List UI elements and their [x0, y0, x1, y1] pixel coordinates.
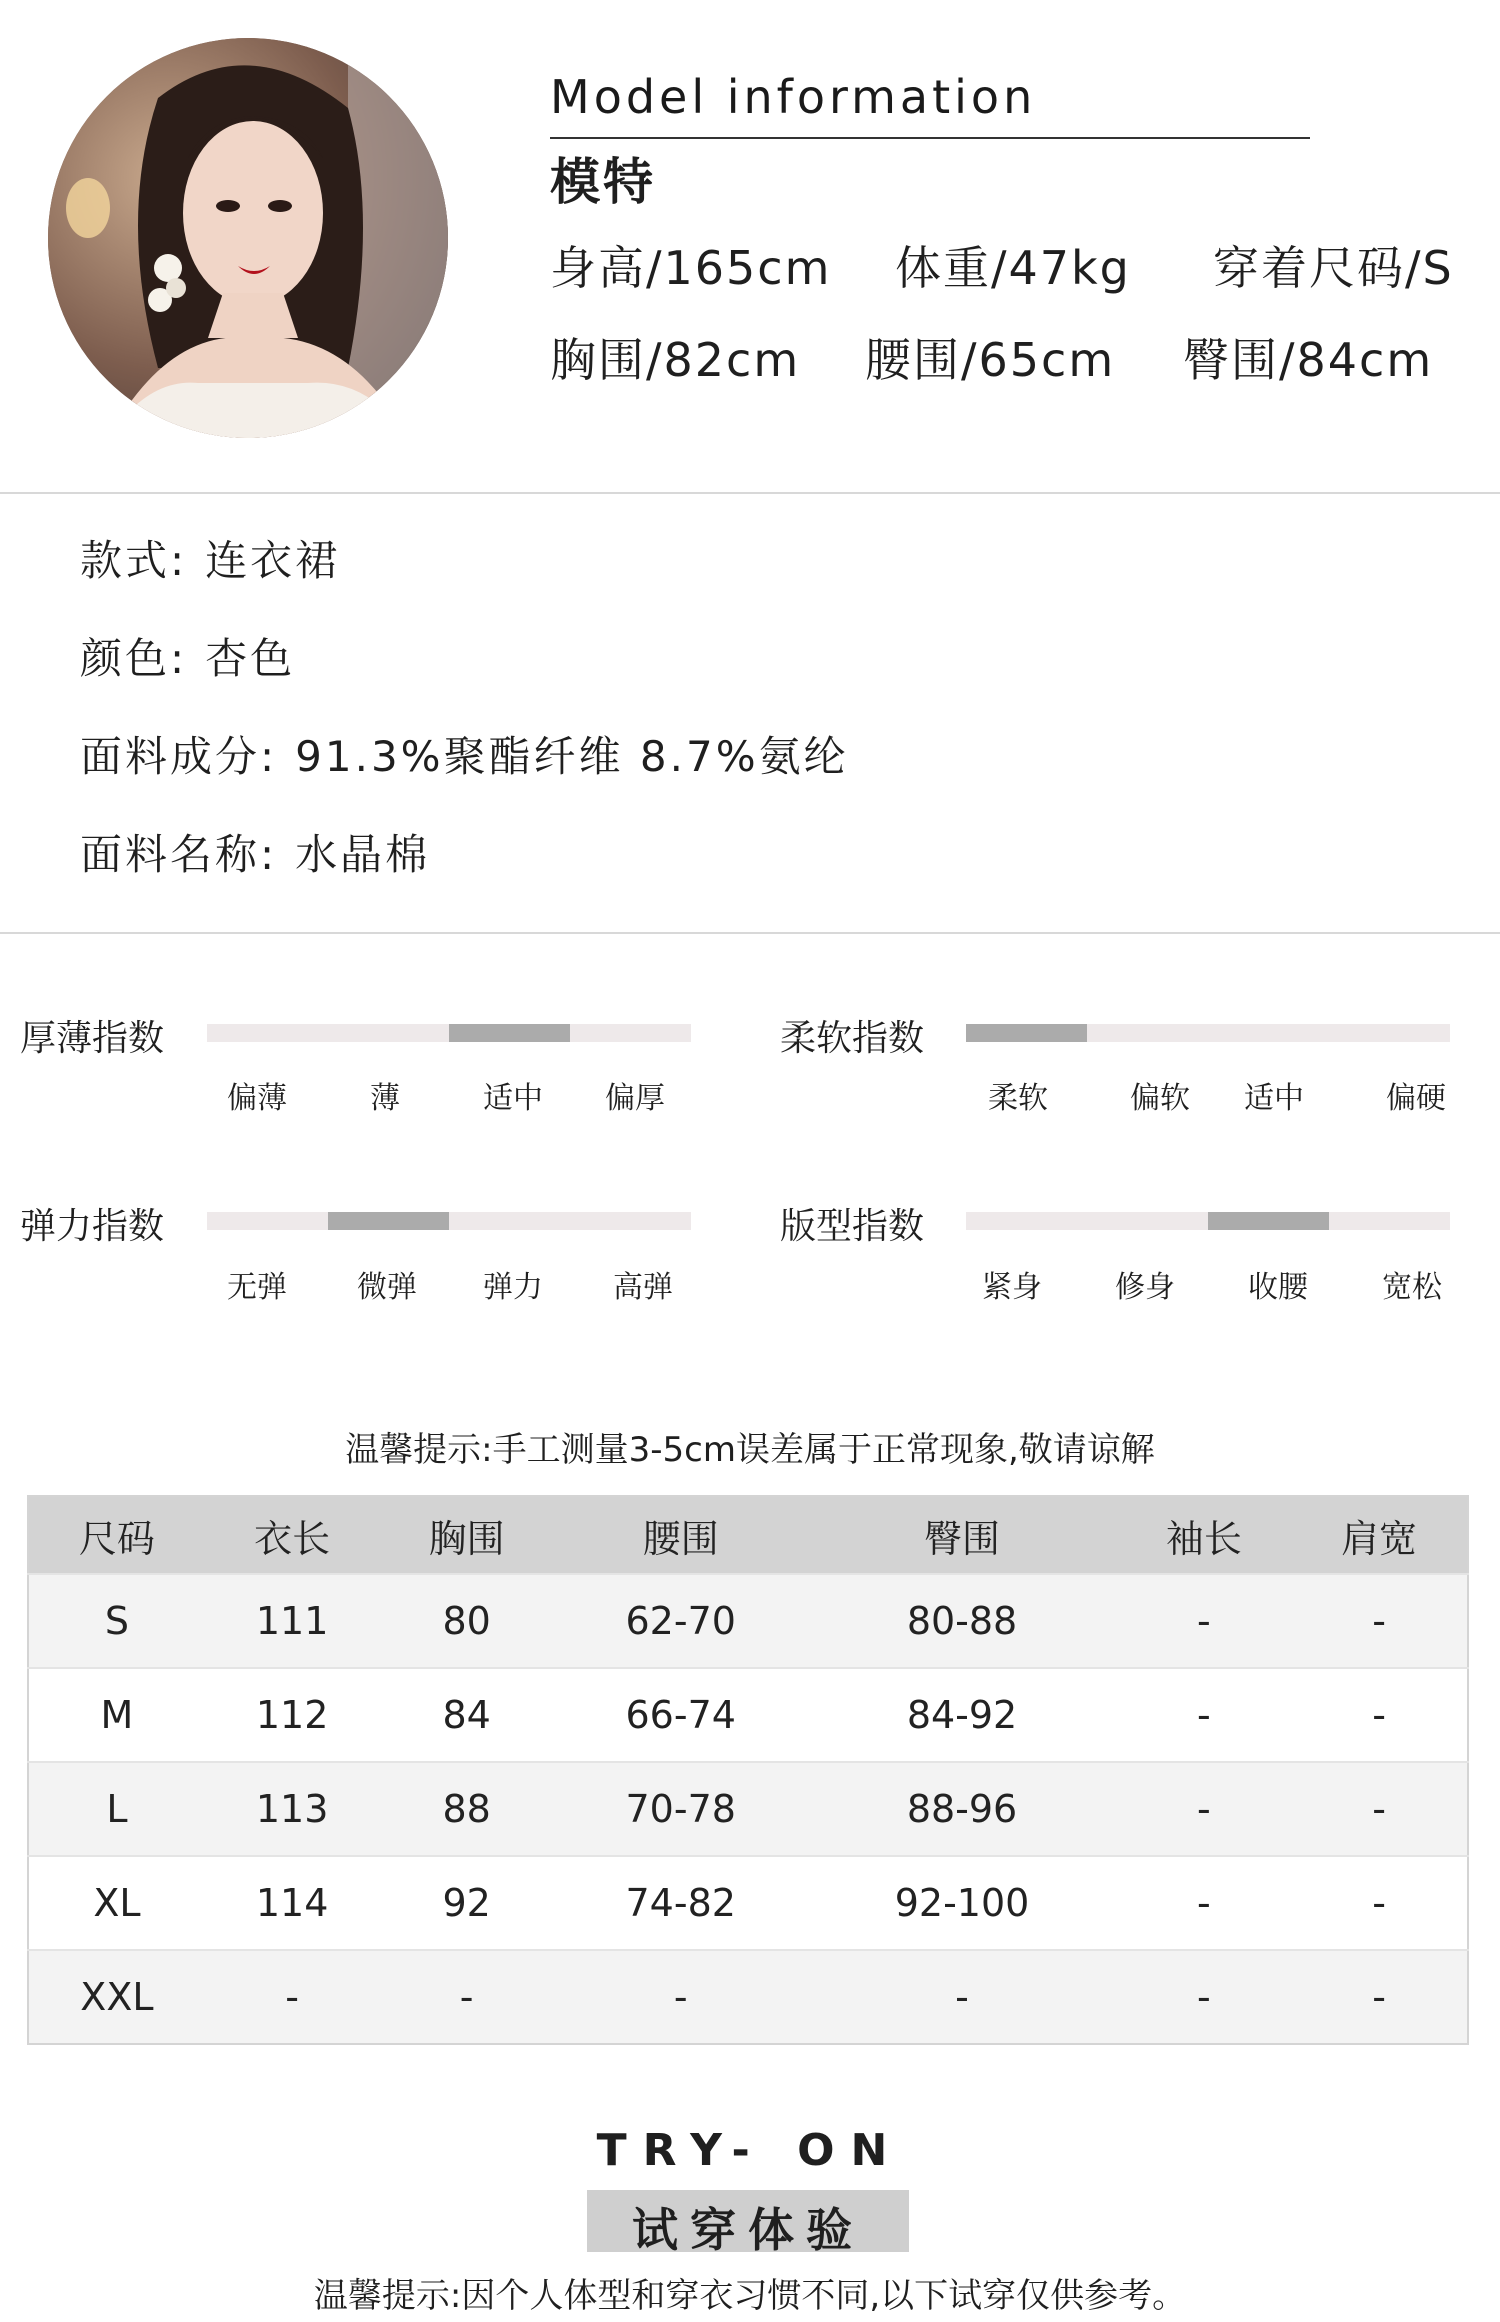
model-weight: 体重/47kg [895, 241, 1131, 295]
table-cell: 62-70 [554, 1574, 808, 1668]
table-cell: 80-88 [807, 1574, 1116, 1668]
color-value: 杏色 [205, 634, 296, 683]
table-cell: - [1291, 1856, 1468, 1950]
product-color [80, 626, 295, 686]
elasticity-tick: 微弹 [357, 1270, 417, 1305]
table-row [28, 1762, 1468, 1856]
table-cell: S [28, 1574, 205, 1668]
elasticity-tick: 弹力 [483, 1270, 543, 1305]
measurement-tip: 温馨提示:手工测量3-5cm误差属于正常现象,敬请谅解 [345, 1430, 1155, 1470]
product-material [80, 724, 849, 784]
softness-index-fill [966, 1024, 1087, 1042]
table-row [28, 1668, 1468, 1762]
thickness-index-label: 厚薄指数 [20, 1018, 165, 1059]
fit-tick: 收腰 [1248, 1270, 1308, 1305]
table-header-cell: 衣长 [205, 1496, 380, 1574]
divider [0, 492, 1500, 494]
model-hip: 臀围/84cm [1183, 333, 1434, 387]
thickness-index-bar [207, 1024, 691, 1042]
product-fabric [80, 822, 430, 882]
table-row [28, 1950, 1468, 2044]
tryon-tip: 温馨提示:因个人体型和穿衣习惯不同,以下试穿仅供参考。 [313, 2276, 1187, 2316]
table-header-cell: 袖长 [1117, 1496, 1292, 1574]
thickness-tick: 偏厚 [605, 1081, 665, 1116]
softness-tick: 适中 [1244, 1081, 1304, 1116]
thickness-tick: 薄 [370, 1081, 400, 1116]
fit-index-label: 版型指数 [780, 1206, 925, 1247]
model-waist: 腰围/65cm [865, 333, 1116, 387]
model-size: 穿着尺码/S [1213, 241, 1454, 295]
model-photo [48, 38, 448, 438]
table-cell: 84-92 [807, 1668, 1116, 1762]
model-info-title: Model information [550, 70, 1037, 124]
fit-index-bar [966, 1212, 1450, 1230]
fabric-value: 水晶棉 [295, 830, 431, 879]
table-cell: 92-100 [807, 1856, 1116, 1950]
color-label: 颜色: [80, 634, 188, 683]
table-header-row [28, 1496, 1468, 1574]
table-cell: - [1291, 1950, 1468, 2044]
table-row [28, 1856, 1468, 1950]
table-cell: - [807, 1950, 1116, 2044]
softness-tick: 偏软 [1130, 1081, 1190, 1116]
tryon-subtitle: 试穿体验 [632, 2203, 864, 2257]
thickness-tick: 偏薄 [227, 1081, 287, 1116]
table-cell: 66-74 [554, 1668, 808, 1762]
elasticity-index-label: 弹力指数 [20, 1206, 165, 1247]
table-header-cell: 臀围 [807, 1496, 1116, 1574]
table-cell: 111 [205, 1574, 380, 1668]
tryon-title: TRY- ON [596, 2125, 904, 2176]
model-info-subtitle: 模特 [550, 153, 656, 211]
table-cell: 112 [205, 1668, 380, 1762]
fit-tick: 紧身 [982, 1270, 1042, 1305]
table-cell: - [1117, 1668, 1292, 1762]
softness-index-bar [966, 1024, 1450, 1042]
model-height: 身高/165cm [550, 241, 832, 295]
fit-index-fill [1208, 1212, 1329, 1230]
table-cell: 80 [379, 1574, 554, 1668]
table-cell: 84 [379, 1668, 554, 1762]
title-underline [550, 137, 1310, 139]
model-bust: 胸围/82cm [550, 333, 801, 387]
table-cell: XXL [28, 1950, 205, 2044]
elasticity-index-fill [328, 1212, 449, 1230]
model-portrait-image [48, 38, 448, 438]
table-row [28, 1574, 1468, 1668]
table-header-cell: 尺码 [28, 1496, 205, 1574]
product-style [80, 528, 340, 588]
elasticity-tick: 无弹 [227, 1270, 287, 1305]
table-cell: - [1117, 1762, 1292, 1856]
fit-tick: 宽松 [1382, 1270, 1442, 1305]
material-value: 91.3%聚酯纤维 8.7%氨纶 [295, 732, 849, 781]
material-label: 面料成分: [80, 732, 278, 781]
softness-tick: 偏硬 [1386, 1081, 1446, 1116]
table-cell: 88 [379, 1762, 554, 1856]
size-table [27, 1495, 1469, 2045]
thickness-tick: 适中 [483, 1081, 543, 1116]
table-cell: 113 [205, 1762, 380, 1856]
table-header-cell: 胸围 [379, 1496, 554, 1574]
table-cell: M [28, 1668, 205, 1762]
divider [0, 932, 1500, 934]
style-label: 款式: [80, 536, 188, 585]
table-cell: - [1291, 1574, 1468, 1668]
elasticity-tick: 高弹 [613, 1270, 673, 1305]
table-cell: - [554, 1950, 808, 2044]
fabric-label: 面料名称: [80, 830, 278, 879]
table-cell: 74-82 [554, 1856, 808, 1950]
table-cell: - [1117, 1856, 1292, 1950]
table-cell: 88-96 [807, 1762, 1116, 1856]
table-cell: 92 [379, 1856, 554, 1950]
table-cell: - [1117, 1574, 1292, 1668]
table-cell: XL [28, 1856, 205, 1950]
fit-tick: 修身 [1115, 1270, 1175, 1305]
elasticity-index-bar [207, 1212, 691, 1230]
style-value: 连衣裙 [205, 536, 341, 585]
table-header-cell: 腰围 [554, 1496, 808, 1574]
table-cell: L [28, 1762, 205, 1856]
table-cell: - [1291, 1668, 1468, 1762]
table-header-cell: 肩宽 [1291, 1496, 1468, 1574]
table-cell: - [1291, 1762, 1468, 1856]
softness-tick: 柔软 [988, 1081, 1048, 1116]
thickness-index-fill [449, 1024, 570, 1042]
table-cell: - [205, 1950, 380, 2044]
table-cell: - [379, 1950, 554, 2044]
softness-index-label: 柔软指数 [780, 1018, 925, 1059]
table-cell: 114 [205, 1856, 380, 1950]
table-cell: - [1117, 1950, 1292, 2044]
table-cell: 70-78 [554, 1762, 808, 1856]
